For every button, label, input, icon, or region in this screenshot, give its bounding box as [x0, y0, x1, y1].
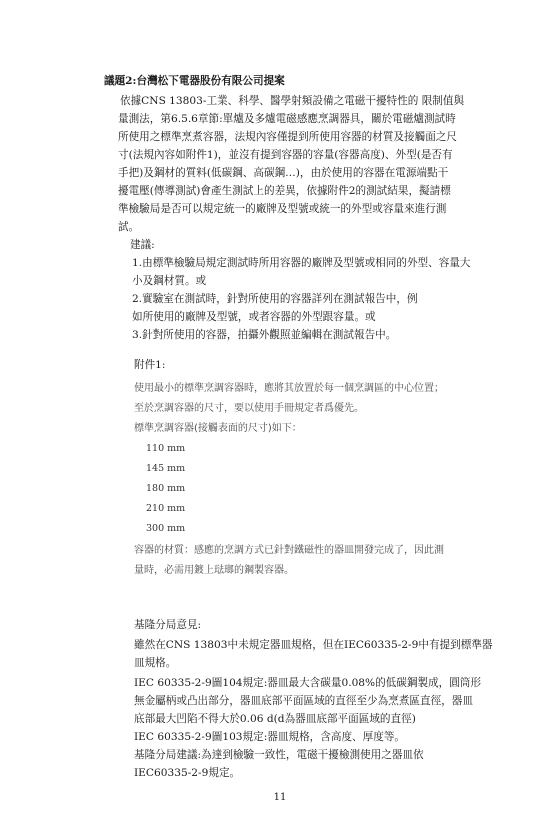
suggest-label: 建議:: [130, 239, 155, 251]
keelung-label: 基隆分局意見:: [134, 619, 202, 631]
keelung-line: IEC 60335-2-9圖103規定:器皿規格，含高度、厚度等。: [134, 731, 406, 743]
suggestion-line: 1.由標準檢驗局規定測試時所用容器的廠牌及型號或相同的外型、容量大: [132, 257, 471, 269]
keelung-line: IEC 60335-2-9圖104規定:器皿最大含碳量0.08%的低碳鋼製成，圓筒形: [134, 677, 482, 689]
para1-line: 所使用之標準烹煮容器，法規內容僅提到所使用容器的材質及接觸面之尺: [118, 131, 457, 143]
para1-line: 準檢驗局是否可以規定統一的廠牌及型號或統一的外型或容量來進行測: [118, 203, 447, 215]
para1-line: 依據CNS 13803-工業、科學、醫學射頻設備之電磁干擾特性的 限制值與: [120, 95, 465, 107]
keelung-line: 底部最大凹陷不得大於0.06 d(d為器皿底部平面區域的直徑): [134, 713, 416, 725]
topic-title: 議題2:台灣松下電器股份有限公司提案: [104, 75, 285, 87]
annex-label: 附件1:: [134, 359, 166, 371]
keelung-line: 雖然在CNS 13803中未規定器皿規格，但在IEC60335-2-9中有提到標準器: [134, 639, 493, 651]
annex-line: 標準烹調容器(接觸表面的尺寸)如下：: [134, 423, 302, 434]
size-item: 210 mm: [146, 503, 186, 514]
para1-line: 試。: [118, 221, 140, 233]
material-line: 容器的材質：感應的烹調方式已針對鐵磁性的器皿開發完成了，因此測: [134, 545, 444, 556]
keelung-line: 基隆分局建議:為達到檢驗一致性，電磁干擾檢測使用之器皿依: [134, 749, 424, 761]
suggestion-line: 3.針對所使用的容器，拍攝外觀照並編輯在測試報告中。: [132, 329, 397, 341]
para1-line: 擾電壓(傳導測試)會產生測試上的差異，依據附件2的測試結果，擬請標: [118, 185, 451, 197]
suggestion-line: 小及鋼材質。或: [132, 275, 207, 287]
keelung-line: 無金屬柄或凸出部分，器皿底部平面區域的直徑至少為烹煮區直徑，器皿: [134, 695, 473, 707]
suggestion-line: 2.實驗室在測試時，針對所使用的容器詳列在測試報告中，例: [132, 293, 418, 305]
para1-line: 寸(法規內容如附件1)，並沒有提到容器的容量(容器高度)、外型(是否有: [118, 149, 453, 161]
suggestion-line: 如所使用的廠牌及型號，或者容器的外型跟容量。或: [132, 311, 376, 323]
size-item: 180 mm: [146, 483, 186, 494]
size-item: 110 mm: [146, 443, 186, 454]
keelung-line: 皿規格。: [134, 657, 177, 669]
para1-line: 手把)及鋼材的質料(低碳鋼、高碳鋼…)，由於使用的容器在電源端點干: [118, 167, 449, 179]
size-item: 145 mm: [146, 463, 186, 474]
keelung-line: IEC60335-2-9規定。: [134, 767, 241, 779]
annex-line: 使用最小的標準烹調容器時，應將其放置於每一個烹調區的中心位置；: [134, 383, 444, 394]
material-line: 量時，必需用鍍上琺瑯的鋼製容器。: [134, 565, 294, 576]
annex-line: 至於烹調容器的尺寸，要以使用手冊規定者爲優先。: [134, 403, 364, 414]
size-item: 300 mm: [146, 523, 186, 534]
para1-line: 量測法，第6.5.6章節:單爐及多爐電磁感應烹調器具，關於電磁爐測試時: [118, 113, 456, 125]
page-number: 11: [273, 792, 287, 803]
